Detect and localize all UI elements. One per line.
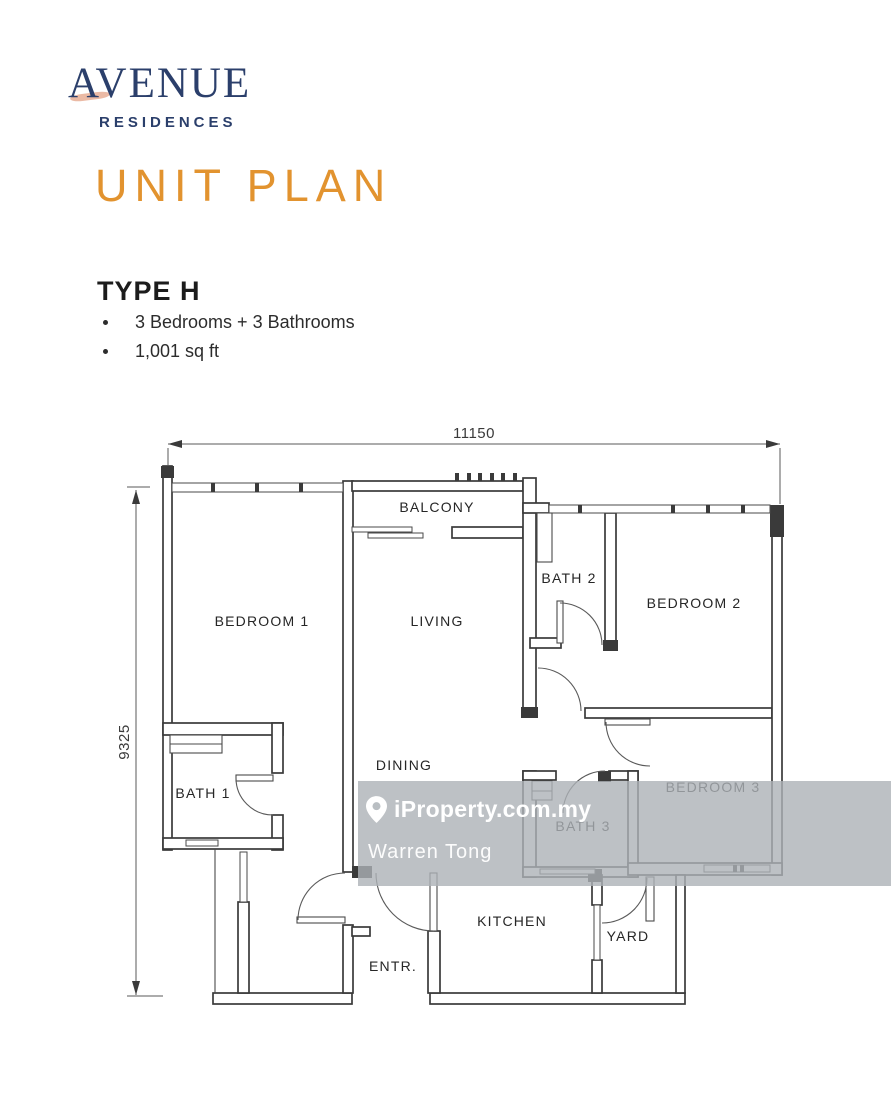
fixtures xyxy=(170,513,552,800)
walls xyxy=(163,466,782,1004)
watermark xyxy=(358,781,891,886)
room-label-bath-2: BATH 2 xyxy=(541,570,597,586)
logo-subtitle: RESIDENCES xyxy=(99,114,237,131)
room-label-entrance: ENTR. xyxy=(369,958,417,974)
unit-type-title: TYPE H xyxy=(97,276,201,306)
dimension-width-label: 11150 xyxy=(453,425,495,442)
location-pin-icon xyxy=(366,796,387,823)
watermark-agent-name: Warren Tong xyxy=(368,841,493,863)
dimension-height-label: 9325 xyxy=(116,724,133,760)
spec-text: 3 Bedrooms + 3 Bathrooms xyxy=(135,312,355,332)
watermark-brand-text: iProperty.com.my xyxy=(394,796,592,822)
room-label-bedroom-1: BEDROOM 1 xyxy=(214,613,310,629)
room-label-balcony: BALCONY xyxy=(399,499,475,515)
room-label-bath-1: BATH 1 xyxy=(175,785,231,801)
room-labels xyxy=(175,499,760,974)
room-label-living: LIVING xyxy=(410,613,464,629)
spec-text: 1,001 sq ft xyxy=(135,341,220,361)
room-label-bedroom-2: BEDROOM 2 xyxy=(646,595,742,611)
room-label-yard: YARD xyxy=(606,928,650,944)
balcony-railing xyxy=(455,473,517,481)
watermark-brand-row xyxy=(366,796,591,823)
room-label-dining: DINING xyxy=(375,757,433,773)
logo-wordmark: AVENUE xyxy=(68,60,252,107)
room-label-kitchen: KITCHEN xyxy=(477,913,547,929)
page-title: UNIT PLAN xyxy=(95,160,393,211)
dimension-left xyxy=(116,487,163,996)
